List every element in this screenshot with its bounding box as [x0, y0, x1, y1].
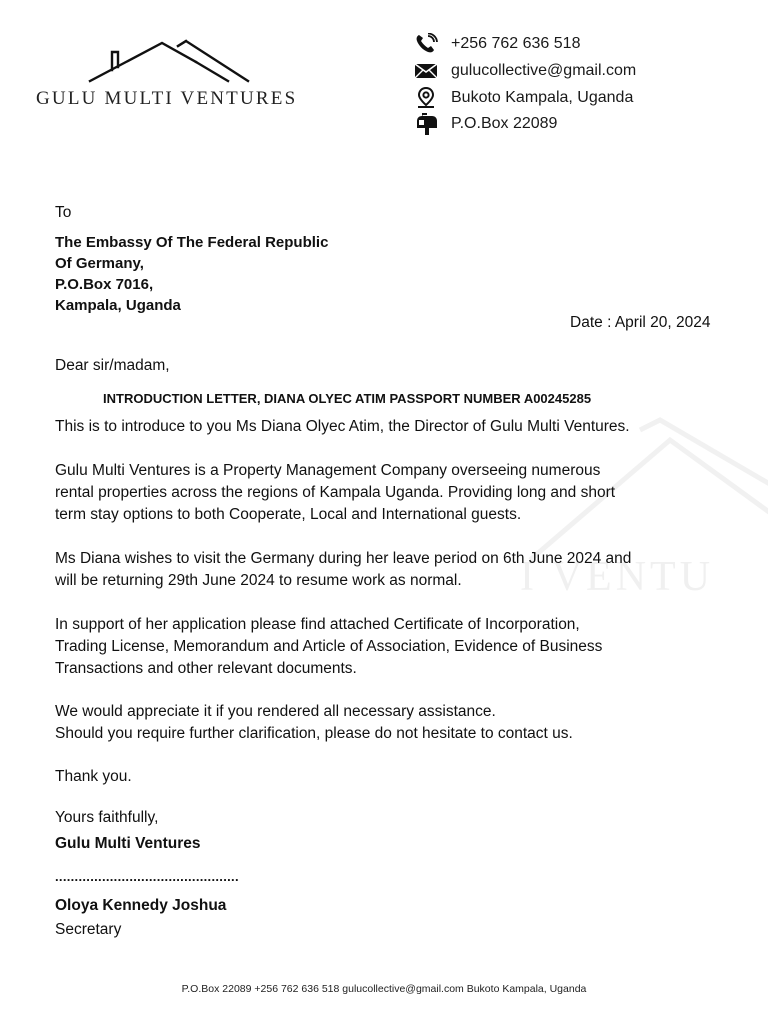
paragraph-line: rental properties across the regions of Kampala Uganda. Providing long and short	[55, 484, 616, 501]
footer-contact: P.O.Box 22089 +256 762 636 518 gulucollective@gmail.com Bukoto Kampala, Uganda	[181, 983, 587, 995]
company-name: GULU MULTI VENTURES	[36, 88, 298, 109]
assistance-paragraph	[55, 701, 745, 745]
svg-text:I VENTU: I VENTU	[520, 554, 715, 600]
paragraph-line: Transactions and other relevant documents.	[55, 660, 357, 677]
paragraph-line: Trading License, Memorandum and Article of Association, Evidence of Business	[55, 638, 603, 655]
signer-company: Gulu Multi Ventures	[55, 835, 201, 852]
contact-location	[414, 84, 636, 111]
paragraph-line: In support of her application please find attached Certificate of Incorporation,	[55, 616, 580, 633]
contact-pobox	[414, 111, 636, 138]
contact-email	[414, 58, 636, 85]
paragraph-line: Ms Diana wishes to visit the Germany during her leave period on 6th June 2024 and	[55, 550, 632, 567]
travel-paragraph	[55, 548, 745, 592]
contact-phone-text: +256 762 636 518	[451, 35, 581, 53]
recipient-line: P.O.Box 7016,	[55, 276, 154, 293]
thanks-line: Thank you.	[55, 768, 132, 785]
company-logo	[36, 38, 316, 110]
envelope-icon	[414, 60, 440, 82]
signer-title: Secretary	[55, 921, 122, 938]
house-roof-logo-icon	[88, 38, 253, 86]
paragraph-line: This is to introduce to you Ms Diana Olyec Atim, the Director of Gulu Multi Ventures.	[55, 418, 630, 435]
intro-paragraph	[55, 416, 745, 438]
date-label: Date	[570, 314, 603, 331]
to-label: To	[55, 204, 72, 221]
recipient-line: Kampala, Uganda	[55, 297, 181, 314]
paragraph-line: Gulu Multi Ventures is a Property Management Company overseeing numerous	[55, 462, 601, 479]
date-value: : April 20, 2024	[607, 314, 711, 331]
paragraph-line: term stay options to both Cooperate, Local and International guests.	[55, 506, 522, 523]
recipient-address	[55, 232, 328, 316]
contact-location-text: Bukoto Kampala, Uganda	[451, 88, 634, 106]
documents-paragraph	[55, 614, 745, 680]
signer-name: Oloya Kennedy Joshua	[55, 897, 227, 914]
contact-block	[414, 31, 636, 138]
recipient-line: Of Germany,	[55, 255, 144, 272]
paragraph-line: We would appreciate it if you rendered all necessary assistance.	[55, 703, 496, 720]
company-description-paragraph	[55, 460, 745, 526]
recipient-line: The Embassy Of The Federal Republic	[55, 234, 329, 251]
paragraph-line: Should you require further clarification, please do not hesitate to contact us.	[55, 725, 573, 742]
location-pin-icon	[414, 87, 440, 109]
salutation: Dear sir/madam,	[55, 357, 170, 374]
contact-email-text: gulucollective@gmail.com	[451, 62, 637, 80]
closing-line: Yours faithfully,	[55, 809, 159, 826]
mailbox-icon	[414, 113, 440, 135]
letter-subject: INTRODUCTION LETTER, DIANA OLYEC ATIM PASSPORT NUMBER A00245285	[103, 391, 592, 406]
signature-line: ...............................................	[55, 869, 239, 884]
paragraph-line: will be returning 29th June 2024 to resume work as normal.	[55, 572, 462, 589]
contact-phone	[414, 31, 636, 58]
contact-pobox-text: P.O.Box 22089	[451, 115, 558, 133]
letter-date	[570, 312, 710, 334]
phone-icon	[414, 33, 440, 55]
